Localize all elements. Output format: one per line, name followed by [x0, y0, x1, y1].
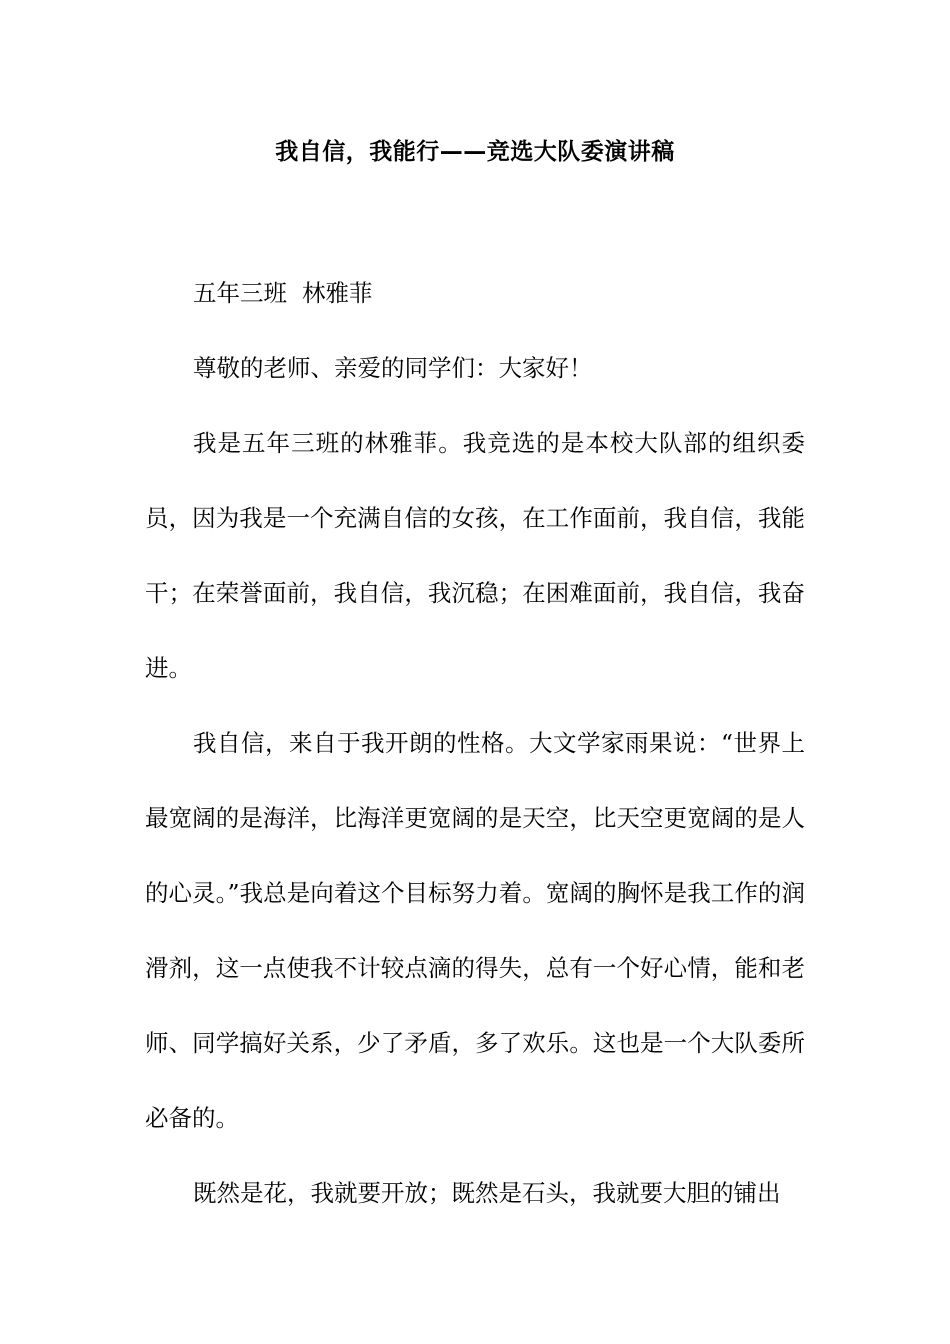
body-paragraph: 我是五年三班的林雅菲。我竞选的是本校大队部的组织委员，因为我是一个充满自信的女孩，在工作面前，我自信，我能干；在荣誉面前，我自信，我沉稳；在困难面前，我自信，我奋进。: [145, 429, 805, 682]
body-paragraph: 我自信，来自于我开朗的性格。大文学家雨果说：“世界上最宽阔的是海洋，比海洋更宽阔的是天空，比天空更宽阔的是人的心灵。”我总是向着这个目标努力着。宽阔的胸怀是我工作的润滑剂，这一点使我不计较点滴的得失，总有一个好心情，能和老师、同学搞好关系，少了矛盾，多了欢乐。这也是一个大队委所必备的。: [145, 729, 805, 1132]
body-paragraph: 既然是花，我就要开放；既然是石头，我就要大胆的铺出: [193, 1179, 781, 1207]
document-body: [145, 256, 805, 1231]
greeting-paragraph: 尊敬的老师、亲爱的同学们：大家好！: [193, 354, 593, 382]
author-line: 五年三班 林雅菲: [193, 279, 373, 307]
document-title: 我自信，我能行——竞选大队委演讲稿: [275, 139, 675, 165]
